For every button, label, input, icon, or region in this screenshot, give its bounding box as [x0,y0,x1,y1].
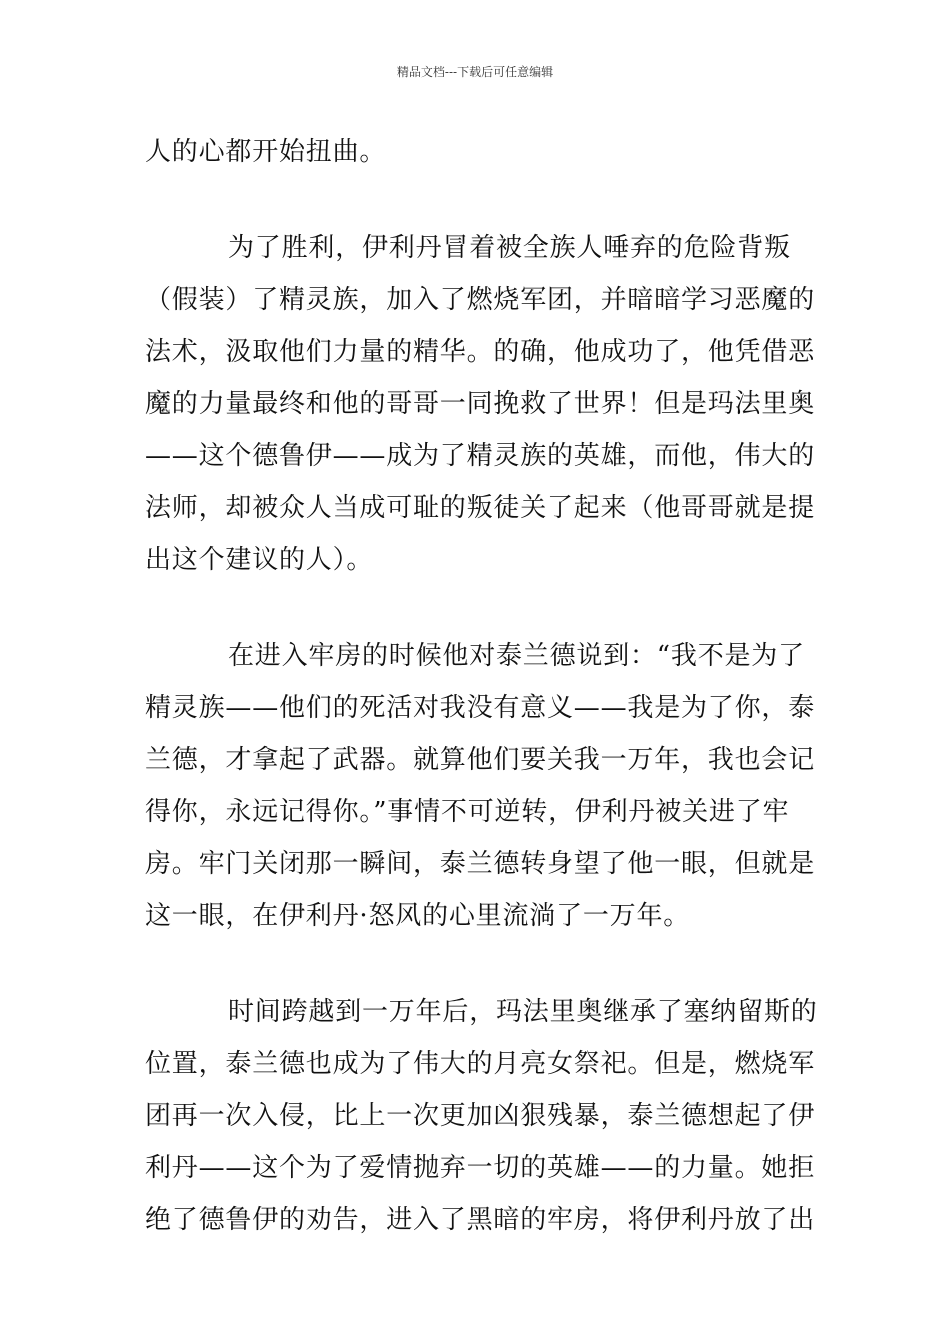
text-line: 人的心都开始扭曲。 [145,137,387,167]
text-line: 法术，汲取他们力量的精华。的确，他成功了，他凭借恶 [145,337,816,367]
text-line: 绝了德鲁伊的劝告，进入了黑暗的牢房，将伊利丹放了出 [145,1205,816,1235]
text-line: 法师，却被众人当成可耻的叛徒关了起来（他哥哥就是提 [145,493,816,523]
text-line: 团再一次入侵，比上一次更加凶狠残暴，泰兰德想起了伊 [145,1101,816,1131]
text-line: 魔的力量最终和他的哥哥一同挽救了世界！但是玛法里奥 [145,389,816,419]
text-line: 这一眼，在伊利丹·怒风的心里流淌了一万年。 [145,901,691,931]
text-line: 为了胜利，伊利丹冒着被全族人唾弃的危险背叛 [228,233,791,263]
text-line: 利丹——这个为了爱情抛弃一切的英雄——的力量。她拒 [145,1153,816,1183]
text-line: 房。牢门关闭那一瞬间，泰兰德转身望了他一眼，但就是 [145,849,816,879]
page-header: 精品文档---下载后可任意编辑 [396,65,554,79]
text-line: 精灵族——他们的死活对我没有意义——我是为了你，泰 [145,693,816,723]
text-line: 位置，泰兰德也成为了伟大的月亮女祭祀。但是，燃烧军 [145,1049,816,1079]
text-line: （假装）了精灵族，加入了燃烧军团，并暗暗学习恶魔的 [145,285,816,315]
text-line: ——这个德鲁伊——成为了精灵族的英雄，而他，伟大的 [145,441,816,471]
text-line: 得你，永远记得你。”事情不可逆转，伊利丹被关进了牢 [145,797,790,827]
text-line: 兰德，才拿起了武器。就算他们要关我一万年，我也会记 [145,745,816,775]
text-line: 出这个建议的人）。 [145,545,374,575]
text-line: 时间跨越到一万年后，玛法里奥继承了塞纳留斯的 [228,997,818,1027]
text-line: 在进入牢房的时候他对泰兰德说到：“我不是为了 [228,641,805,671]
